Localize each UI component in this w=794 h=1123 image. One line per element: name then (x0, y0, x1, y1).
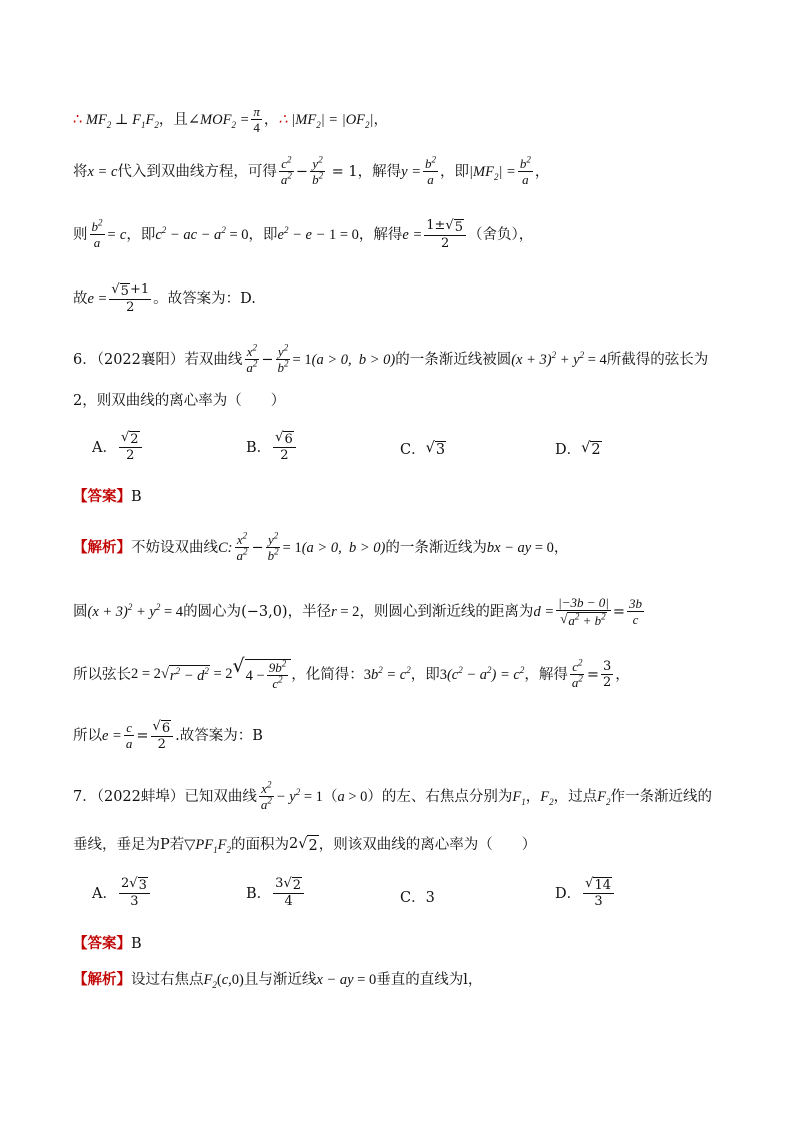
sqrt3: √ 3 (425, 439, 446, 458)
text: 代入到双曲线方程，可得 (117, 163, 277, 180)
math-asym-q7: x − ay = 0 (316, 972, 377, 988)
frac-y2-b2-q6: $\frac{y^2}{b^2}$ (277, 342, 289, 375)
text: 垂线，垂足为P若 (73, 837, 185, 853)
text: ， (373, 111, 389, 128)
text: 的面积为 (231, 837, 289, 853)
math-F2-b: $F_2$ (597, 788, 611, 807)
minus: − (295, 163, 309, 180)
q6-analysis-line-4: 所以 e = $\frac{c}{a}$ = √ 6 2 .故答案为：B (73, 719, 263, 752)
frac-sqrt14-3: √ 14 3 (583, 876, 614, 909)
text: 故 (73, 290, 88, 307)
option-label: C． (400, 442, 426, 458)
answer-label: 【答案】 (73, 488, 131, 505)
solution-line-1 (73, 104, 388, 135)
math-y: y = (401, 163, 422, 180)
text: ，且 (158, 111, 188, 128)
text: ， (263, 111, 279, 128)
frac-sqrt6-2-2: √ 6 2 (151, 719, 174, 752)
option-label: B． (246, 440, 272, 456)
math-angle: $\angle MOF_2$ = (187, 111, 250, 130)
math-circle-2: $(x + 3)^2 + y^2 = 4$ (87, 601, 184, 620)
q6-analysis-line-3: 所以弦长 2 = 2 √ $r^2 - d^2$ = 2 √ 4 − $\frac{9b^2}{c^2}$ ，化简得： $3b^2 = c^2$ ，即 $3(c^2 - a^2) = c^2$ ，解得 $\frac{c^2}{a^2}$ = $\frac{3}{2}$ ， (73, 655, 630, 691)
math-a-pos: a > 0 (337, 788, 368, 805)
text: 。故答案为：D. (153, 290, 256, 307)
text: 将 (73, 163, 88, 180)
math-hyperbola-q7: − $y^2 = 1$ (275, 786, 323, 805)
q6-stem-line-1: 6．（2022襄阳）若双曲线 $\frac{x^2}{a^2}$ − $\frac{y^2}{b^2}$ = 1(a > 0, b > 0) 的一条渐近线被圆 $(x + 3)^2 + y^2 = 4$ 所截得的弦长为 (73, 342, 709, 375)
option-label: D． (555, 442, 582, 458)
analysis-label: 【解析】 (73, 538, 131, 556)
text: .故答案为：B (175, 727, 263, 744)
q6-option-a (92, 430, 144, 463)
answer-label: 【答案】 (73, 935, 131, 952)
frac-y2-b2: $\frac{y^2}{b^2}$ (312, 154, 324, 187)
text: 的一条渐近线被圆 (395, 351, 512, 368)
frac-x2-a2-q7: $\frac{x^2}{a^2}$ (260, 779, 272, 812)
math-circle: $(x + 3)^2 + y^2 = 4$ (511, 349, 607, 368)
text: ，解得 (358, 226, 403, 243)
text: ，即 (410, 666, 440, 683)
q7-option-a (92, 876, 152, 909)
math-F2-c0: $F_2(c,0)$ (203, 972, 244, 990)
frac-3sqrt2-4: 3 √ 2 4 (273, 876, 304, 909)
math-F2: $F_2$ (540, 788, 554, 807)
math-quad: $c^2$ − ac − $a^2 = 0$ (155, 224, 249, 243)
text: ，解得 (524, 666, 568, 683)
frac-y2-b2-2: $\frac{y^2}{b^2}$ (267, 530, 279, 563)
text: 所以弦长 (73, 666, 131, 683)
q6-option-c (400, 438, 446, 459)
text: 垂直的直线为l， (376, 972, 483, 988)
eq-one: = 1 (327, 163, 358, 180)
math-perp: $MF_2$ ⊥ $F_1F_2$ (82, 111, 159, 130)
math-area: 2 √ 2 (289, 836, 318, 854)
text: 设过右焦点 (131, 972, 204, 988)
math-chord: 2 = 2 √ $r^2 - d^2$ = 2 (131, 665, 233, 684)
math-triangle: $▽PF_1F_2$ (184, 837, 231, 855)
option-label: A． (92, 886, 117, 902)
math-C: C: (218, 539, 233, 556)
frac-2sqrt3-3: 2 √ 3 3 (119, 876, 150, 909)
frac-b2-a-3: $\frac{b^2}{a}$ (91, 217, 103, 250)
q6-analysis-line-1: 【解析】 不妨设双曲线 C: $\frac{x^2}{a^2}$ − $\frac{y^2}{b^2}$ = 1(a > 0, b > 0) 的一条渐近线为 bx − ay = 0 ， (73, 530, 569, 563)
math-mf2: $|MF_2|$ = (469, 163, 516, 182)
option-label: B． (246, 886, 272, 902)
text: ，半径 (287, 603, 332, 620)
frac-b2-a: $\frac{b^2}{a}$ (425, 154, 437, 187)
frac-c-a: $\frac{c}{a}$ (125, 720, 133, 751)
text: 所以 (73, 727, 102, 744)
q7-option-b (246, 876, 306, 909)
math-e-2: e = (87, 290, 108, 307)
frac-sqrt6-2: √ 6 2 (273, 430, 296, 463)
frac-1pm-sqrt5: 1± √ 5 2 (424, 218, 466, 251)
answer-value: B (131, 489, 142, 505)
math-center: (−3,0) (241, 603, 288, 620)
text: 则 (73, 226, 88, 243)
q6-option-d (555, 438, 602, 459)
solution-line-3 (73, 218, 533, 251)
text: 的一条渐近线为 (385, 539, 487, 556)
frac-3b-c: $\frac{3b}{c}$ (628, 596, 642, 627)
frac-distance: |−3b − 0| √ $a^2 + b^2$ (558, 595, 609, 628)
frac-pi-4: $\frac{\pi}{4}$ (253, 104, 260, 135)
frac-sqrt5-plus-1: √ 5 +1 2 (111, 282, 150, 315)
text: ， (553, 539, 569, 556)
q7-answer (73, 932, 142, 953)
analysis-label: 【解析】 (73, 971, 131, 988)
text: 2，则双曲线的离心率为（ ） (73, 393, 286, 409)
text: ，即 (248, 226, 278, 243)
text: 作一条渐近线的 (610, 788, 712, 805)
frac-sqrt2-2: √ 2 2 (119, 430, 142, 463)
text: （舍负）， (468, 226, 534, 243)
text: ， (615, 666, 630, 683)
q7-analysis-line-1 (73, 970, 482, 990)
q6-stem-line-2 (73, 391, 285, 411)
frac-c2-a2: $\frac{c^2}{a^2}$ (280, 154, 292, 187)
text: 且与渐近线 (243, 972, 317, 988)
text: （ (322, 788, 338, 805)
text: ， (525, 788, 541, 805)
math-cond-2: = 1(a > 0, b > 0) (282, 539, 386, 556)
text: 圆 (73, 603, 88, 620)
math-chord-2: √ 4 − $\frac{9b^2}{c^2}$ (233, 658, 292, 691)
answer-value: B (131, 936, 142, 952)
math-F1: $F_1$ (512, 788, 526, 807)
math-simplify: $3b^2 = c^2$ (363, 664, 411, 683)
solution-line-2 (73, 156, 549, 187)
q7-option-c (400, 886, 435, 907)
math-e: e = (402, 226, 423, 243)
option-label: D． (555, 886, 582, 902)
math-e-3: e = (102, 727, 122, 744)
solution-line-4 (73, 282, 256, 315)
frac-3-2: $\frac{3}{2}$ (602, 659, 612, 690)
text: 不妨设双曲线 (131, 539, 218, 556)
math-equal-length: ∴ (278, 111, 288, 128)
option-label: C．3 (400, 890, 435, 906)
q7-option-d (555, 876, 616, 909)
math-e-quad: $e^2 - e - 1 = 0$ (277, 224, 359, 243)
text: 7．（2022蚌埠）已知双曲线 (73, 788, 257, 805)
q7-stem-line-2 (73, 834, 536, 856)
sqrt2: √ 2 (581, 439, 601, 458)
text: ，过点 (553, 788, 598, 805)
option-label: A． (92, 440, 117, 456)
text: 的圆心为 (183, 603, 242, 620)
text: ，则圆心到渐近线的距离为 (359, 603, 534, 620)
frac-b2-a-2: $\frac{b^2}{a}$ (519, 154, 531, 187)
q6-analysis-line-2: 圆 $(x + 3)^2 + y^2 = 4$ 的圆心为 (−3,0) ，半径 r = 2 ，则圆心到渐近线的距离为 d = |−3b − 0| √ $a^2 + b^2$ = $\frac{3b}{c}$ (73, 595, 642, 628)
math-x-eq-c: x = c (87, 163, 118, 180)
math-radius: r = 2 (331, 603, 360, 620)
frac-x2-a2: $\frac{x^2}{a^2}$ (246, 342, 258, 375)
math-asymptote: bx − ay = 0 (486, 539, 554, 556)
therefore-symbol: ∴ (73, 111, 83, 128)
math-simplify-2: $3(c^2 - a^2) = c^2$ (439, 664, 525, 683)
text: ，化简得： (291, 666, 364, 683)
text: 所截得的弦长为 (606, 351, 709, 368)
frac-c2-a2-2: $\frac{c^2}{a^2}$ (571, 657, 583, 690)
frac-x2-a2-2: $\frac{x^2}{a^2}$ (236, 530, 248, 563)
math-cond: = 1(a > 0, b > 0) (292, 351, 396, 368)
text: ）的左、右焦点分别为 (367, 788, 513, 805)
text: ，即 (440, 163, 470, 180)
q6-option-b (246, 430, 298, 463)
text: 6．（2022襄阳）若双曲线 (73, 351, 243, 368)
eq-c: = c (106, 226, 127, 243)
q7-stem-line-1 (73, 781, 712, 812)
text: ，即 (126, 226, 156, 243)
math-abs: $|MF_2| = |OF_2|$ (287, 111, 374, 130)
math-d: d = (533, 603, 555, 620)
q6-answer (73, 485, 142, 506)
text: ，解得 (357, 163, 402, 180)
text: ， (534, 163, 550, 180)
text: ，则该双曲线的离心率为（ ） (318, 837, 537, 853)
